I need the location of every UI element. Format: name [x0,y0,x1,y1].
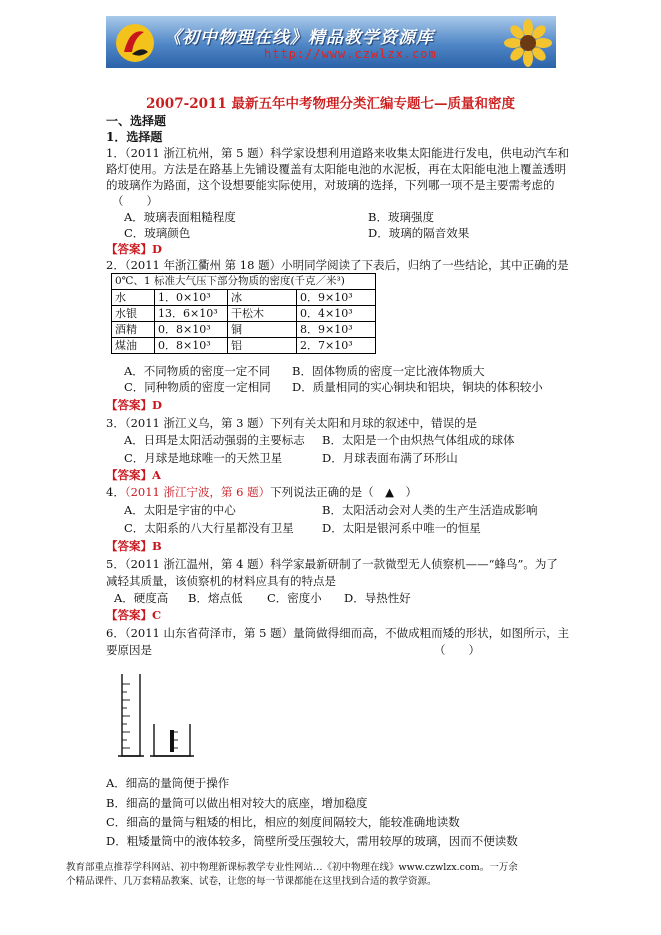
q2-option-b: B．固体物质的密度一定比液体物质大 [292,364,485,378]
q4-option-a: A．太阳是宇宙的中心 [124,503,236,517]
header-banner [106,16,556,68]
section-subheading: 1．选择题 [106,130,163,144]
table-row: 煤油 0．8×10³ 铝 2．7×10³ [112,338,376,354]
footer-line: 个精品课件、几万套精品教案、试卷，让您的每一节课都能在这里找到合适的教学资源。 [66,876,437,887]
q6-option-d: D．粗矮量筒中的液体较多，筒壁所受压强较大，需用较厚的玻璃，因而不便读数 [106,834,518,848]
section-heading: 一、选择题 [106,114,167,128]
q4-option-c: C．太阳系的八大行星都没有卫星 [124,521,294,535]
q5-option-a: A．硬度高 [114,591,169,605]
q3-answer: 【答案】A [106,468,161,482]
table-row: 水银 13．6×10³ 干松木 0．4×10³ [112,306,376,322]
q1-line: 1．（2011 浙江杭州，第 5 题）科学家设想利用道路来收集太阳能进行发电，供电动汽车和 [106,146,570,160]
measuring-cylinders-figure [118,668,198,760]
q2-option-c: C．同种物质的密度一定相同 [124,380,271,394]
q1-line: （ ） [112,194,158,208]
q3-option-d: D．月球表面布满了环形山 [322,451,458,465]
q5-line: 5．（2011 浙江温州，第 4 题）科学家最新研制了一款微型无人侦察机——“蜂鸟”。为了 [106,557,558,571]
page-footer [66,861,606,889]
q6-bracket: （ ） [434,643,480,657]
q1-option-c: C．玻璃颜色 [124,226,191,240]
q5-answer: 【答案】C [106,608,162,622]
q5-line: 减轻其质量，该侦察机的材料应具有的特点是 [106,574,336,588]
q1-option-d: D．玻璃的隔音效果 [368,226,470,240]
q1-line: 路灯使用。方法是在路基上先铺设覆盖有太阳能电池的水泥板，再在太阳能电池上覆盖透明 [106,162,566,176]
banner-title: 《初中物理在线》精品教学资源库 [164,28,434,48]
q2-stem: 2．（2011 年浙江衢州 第 18 题）小明同学阅读了下表后，归纳了一些结论，其中正确的是 [106,258,569,272]
q6-option-a: A．细高的量筒便于操作 [106,776,230,790]
table-row: 水 1．0×10³ 冰 0．9×10³ [112,290,376,306]
q6-line: 要原因是 [106,643,152,657]
document-title: 2007-2011 最新五年中考物理分类汇编专题七—质量和密度 [146,96,515,112]
table-row: 酒精 0．8×10³ 铜 8．9×10³ [112,322,376,338]
q3-option-b: B．太阳是一个由炽热气体组成的球体 [322,433,515,447]
q5-option-d: D．导热性好 [344,591,411,605]
q3-option-c: C．月球是地球唯一的天然卫星 [124,451,283,465]
q1-option-a: A．玻璃表面粗糙程度 [124,210,236,224]
q1-line: 的玻璃作为路面，这个设想要能实际使用，对玻璃的选择，下列哪一项不是主要需考虑的 [106,178,555,192]
density-table [111,273,376,354]
q2-answer: 【答案】D [106,398,162,412]
density-table-header: 0℃、1 标准大气压下部分物质的密度(千克／米³) [112,274,376,290]
q6-option-b: B．细高的量筒可以做出相对较大的底座，增加稳度 [106,796,368,810]
q2-option-a: A．不同物质的密度一定不同 [124,364,271,378]
sunflower-icon [488,18,552,68]
q4-option-d: D．太阳是银河系中唯一的恒星 [322,521,481,535]
q4-option-b: B．太阳活动会对人类的生产生活造成影响 [322,503,538,517]
q5-option-c: C．密度小 [267,591,322,605]
q5-option-b: B．熔点低 [188,591,243,605]
q4-answer: 【答案】B [106,539,162,553]
q6-line: 6．（2011 山东省荷泽市，第 5 题）量筒做得细而高，不做成粗而矮的形状，如图所示，主 [106,626,570,640]
q4-stem: 4．（2011 浙江宁波，第 6 题）下列说法正确的是（ ▲ ） [106,485,417,499]
q6-option-c: C．细高的量筒与粗矮的相比，相应的刻度间隔较大，能较准确地读数 [106,815,460,829]
q2-option-d: D．质量相同的实心铜块和铝块，铜块的体积较小 [292,380,543,394]
footer-line: 教育部重点推荐学科网站、初中物理新课标教学专业性网站…《初中物理在线》www.czwlzx.com。一万余 [66,862,518,873]
q1-option-b: B．玻璃强度 [368,210,434,224]
q3-stem: 3．（2011 浙江义乌，第 3 题）下列有关太阳和月球的叙述中，错误的是 [106,416,478,430]
q3-option-a: A．日珥是太阳活动强弱的主要标志 [124,433,305,447]
site-logo-icon [114,22,156,64]
q1-answer: 【答案】D [106,242,162,256]
banner-url[interactable]: http://www.czwlzx.com [264,47,437,61]
